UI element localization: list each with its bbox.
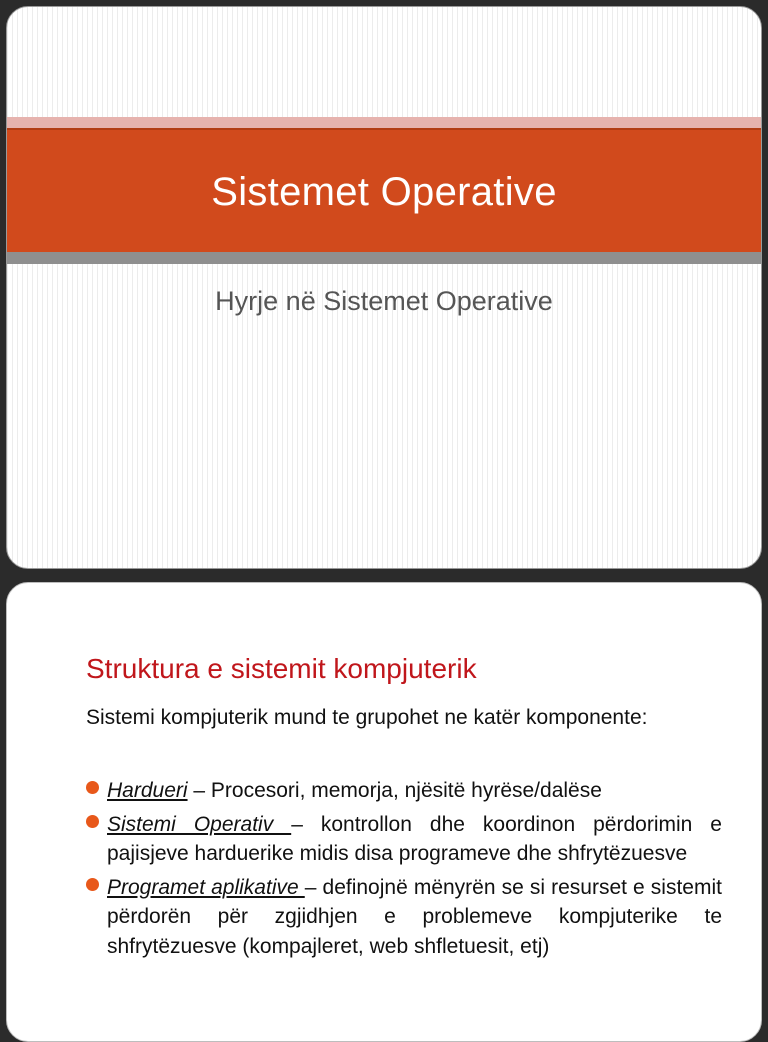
bullet-list <box>86 776 722 965</box>
bullet-icon <box>86 815 99 828</box>
title-band <box>7 128 761 254</box>
bullet-text: – Procesori, memorja, njësitë hyrëse/dalëse <box>187 779 602 802</box>
list-item <box>86 873 722 962</box>
bullet-term: Hardueri <box>107 779 188 802</box>
title-slide[interactable] <box>6 6 762 569</box>
slide-heading: Struktura e sistemit kompjuterik <box>86 653 477 684</box>
slide-title: Sistemet Operative <box>211 169 557 214</box>
content-slide[interactable] <box>6 582 762 1042</box>
list-item <box>86 776 722 806</box>
decorative-band-top <box>7 117 761 128</box>
bullet-icon <box>86 781 99 794</box>
slide-subtitle: Hyrje në Sistemet Operative <box>215 286 553 316</box>
bullet-icon <box>86 878 99 891</box>
intro-text: Sistemi kompjuterik mund te grupohet ne katër komponente: <box>86 706 648 729</box>
bullet-text: – definojnë mënyrën se si resurset e sistemit përdorën për zgjidhjen e problemeve kompjuterike te shfrytëzuesve (kompajleret, web shfletuesit, etj) <box>107 875 722 958</box>
bullet-term: Sistemi Operativ <box>107 812 292 836</box>
decorative-band-bottom <box>7 252 761 264</box>
bullet-term: Programet aplikative <box>107 875 305 899</box>
list-item <box>86 810 722 869</box>
bullet-text: – kontrollon dhe koordinon përdorimin e pajisjeve harduerike midis disa programeve dhe shfrytëzuesve <box>107 812 722 865</box>
